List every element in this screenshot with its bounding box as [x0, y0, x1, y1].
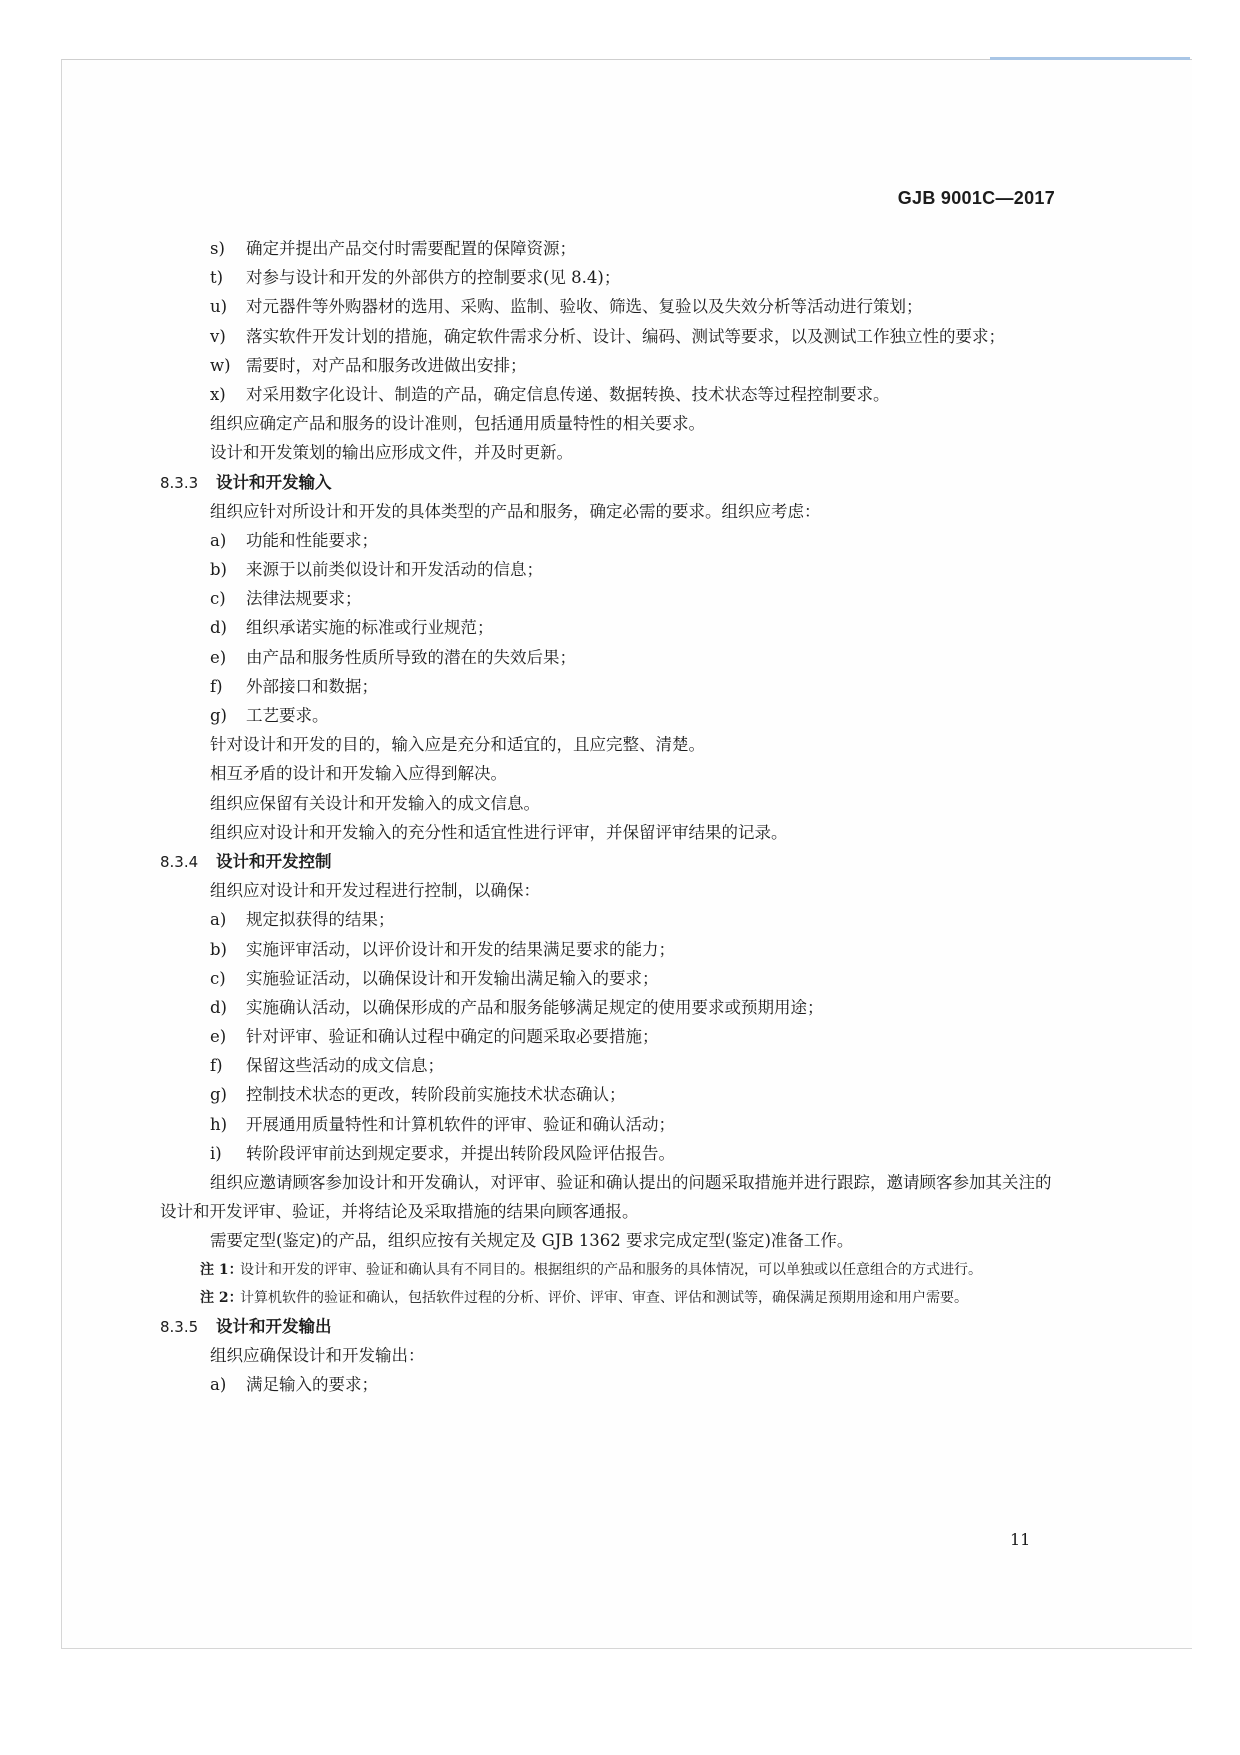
list-item-label: d) — [210, 997, 227, 1017]
list-item-text: 实施评审活动，以评价设计和开发的结果满足要求的能力； — [246, 939, 675, 959]
paragraph: 组织应确保设计和开发输出： — [210, 1345, 425, 1365]
list-item — [160, 1022, 1060, 1051]
list-item-text: 规定拟获得的结果； — [246, 910, 395, 930]
paragraph: 设计和开发策划的输出应形成文件，并及时更新。 — [210, 443, 573, 463]
list-item-label: e) — [210, 1027, 227, 1047]
paragraph: 相互矛盾的设计和开发输入应得到解决。 — [210, 764, 507, 784]
list-item — [160, 905, 1060, 934]
list-item-label: h) — [210, 1114, 228, 1134]
list-item-label: d) — [210, 618, 227, 638]
list-item-label: u) — [210, 297, 228, 317]
list-item — [160, 1080, 1060, 1109]
list-item-text: 外部接口和数据； — [246, 676, 378, 696]
paragraph: 组织应对设计和开发过程进行控制，以确保： — [210, 881, 540, 901]
list-item — [160, 643, 1060, 672]
list-item — [160, 964, 1060, 993]
list-item — [160, 613, 1060, 642]
list-item-text: 由产品和服务性质所导致的潜在的失效后果； — [246, 647, 576, 667]
section-title: 设计和开发输入 — [216, 472, 332, 492]
section-number: 8.3.5 — [160, 1317, 199, 1336]
list-item-label: a) — [210, 1374, 227, 1394]
list-item — [160, 234, 1060, 263]
note-label: 注 1： — [200, 1261, 243, 1278]
list-item-label: f) — [210, 1056, 223, 1076]
list-item-text: 工艺要求。 — [246, 706, 329, 726]
standard-code-header: GJB 9001C—2017 — [897, 188, 1055, 208]
section-heading-8-3-4 — [160, 847, 1060, 876]
list-item — [160, 1370, 1060, 1399]
list-item-label: b) — [210, 939, 227, 959]
list-item-label: x) — [210, 384, 226, 404]
list-item-text: 开展通用质量特性和计算机软件的评审、验证和确认活动； — [246, 1114, 675, 1134]
list-item — [160, 263, 1060, 292]
list-item — [160, 1139, 1060, 1168]
list-item — [160, 1110, 1060, 1139]
paragraph: 组织应保留有关设计和开发输入的成文信息。 — [210, 793, 540, 813]
note-text: 计算机软件的验证和确认，包括软件过程的分析、评价、评审、审查、评估和测试等，确保满足预期用途和用户需要。 — [240, 1289, 968, 1306]
list-item-label: i) — [210, 1143, 222, 1163]
list-item-text: 对元器件等外购器材的选用、采购、监制、验收、筛选、复验以及失效分析等活动进行策划； — [246, 297, 923, 317]
list-item-text: 功能和性能要求； — [246, 530, 378, 550]
paragraph: 需要定型(鉴定)的产品，组织应按有关规定及 GJB 1362 要求完成定型(鉴定)准备工作。 — [210, 1231, 854, 1251]
list-item-label: w) — [210, 355, 231, 375]
list-item — [160, 555, 1060, 584]
note — [160, 1256, 1060, 1284]
section-number: 8.3.4 — [160, 852, 199, 871]
list-item-text: 满足输入的要求； — [246, 1374, 378, 1394]
section-title: 设计和开发输出 — [216, 1316, 332, 1336]
list-item-text: 确定并提出产品交付时需要配置的保障资源； — [246, 239, 576, 258]
list-item-text: 实施验证活动，以确保设计和开发输出满足输入的要求； — [246, 968, 659, 988]
paragraph: 组织应对设计和开发输入的充分性和适宜性进行评审，并保留评审结果的记录。 — [210, 822, 788, 842]
list-item-text: 组织承诺实施的标准或行业规范； — [246, 618, 494, 638]
page-number: 11 — [1010, 1530, 1031, 1549]
section-title: 设计和开发控制 — [216, 851, 332, 871]
scan-edge-mark — [990, 57, 1190, 60]
paragraph: 组织应确定产品和服务的设计准则，包括通用质量特性的相关要求。 — [210, 414, 705, 434]
list-item — [160, 701, 1060, 730]
list-item-label: b) — [210, 560, 227, 580]
list-item — [160, 935, 1060, 964]
list-item — [160, 380, 1060, 409]
section-heading-8-3-5 — [160, 1312, 1060, 1341]
list-item-label: v) — [210, 326, 226, 346]
list-item-text: 针对评审、验证和确认过程中确定的问题采取必要措施； — [246, 1027, 659, 1047]
list-item-label: g) — [210, 1085, 227, 1105]
list-item — [160, 526, 1060, 555]
list-item — [160, 993, 1060, 1022]
list-item — [160, 1051, 1060, 1080]
paragraph: 组织应针对所设计和开发的具体类型的产品和服务，确定必需的要求。组织应考虑： — [210, 501, 821, 521]
list-item-text: 转阶段评审前达到规定要求，并提出转阶段风险评估报告。 — [246, 1143, 675, 1163]
list-item-text: 来源于以前类似设计和开发活动的信息； — [246, 560, 543, 580]
list-item-label: t) — [210, 268, 224, 288]
list-item-label: a) — [210, 530, 227, 550]
list-item-text: 法律法规要求； — [246, 589, 362, 609]
list-item-text: 落实软件开发计划的措施，确定软件需求分析、设计、编码、测试等要求，以及测试工作独立性的要求； — [246, 326, 1005, 346]
list-item-text: 需要时，对产品和服务改进做出安排； — [246, 355, 527, 375]
list-item — [160, 322, 1060, 351]
paragraph: 针对设计和开发的目的，输入应是充分和适宜的，且应完整、清楚。 — [210, 735, 705, 755]
list-item-text: 对采用数字化设计、制造的产品，确定信息传递、数据转换、技术状态等过程控制要求。 — [246, 384, 890, 404]
list-item-label: s) — [210, 239, 225, 258]
list-item-label: f) — [210, 676, 223, 696]
note-text: 设计和开发的评审、验证和确认具有不同目的。根据组织的产品和服务的具体情况，可以单独或以任意组合的方式进行。 — [240, 1261, 982, 1278]
list-item — [160, 292, 1060, 321]
list-item-label: e) — [210, 647, 227, 667]
list-item-label: g) — [210, 706, 227, 726]
note — [160, 1284, 1060, 1312]
list-item — [160, 351, 1060, 380]
list-item-label: a) — [210, 910, 227, 930]
document-body — [160, 234, 1060, 1399]
section-number: 8.3.3 — [160, 473, 199, 492]
list-item-label: c) — [210, 589, 226, 609]
note-label: 注 2： — [200, 1289, 243, 1306]
list-item-text: 控制技术状态的更改，转阶段前实施技术状态确认； — [246, 1085, 626, 1105]
list-item — [160, 584, 1060, 613]
section-heading-8-3-3 — [160, 468, 1060, 497]
list-item — [160, 672, 1060, 701]
paragraph: 组织应邀请顾客参加设计和开发确认，对评审、验证和确认提出的问题采取措施并进行跟踪，邀请顾客参加其关注的设计和开发评审、验证，并将结论及采取措施的结果向顾客通报。 — [160, 1173, 1052, 1222]
list-item-label: c) — [210, 968, 226, 988]
list-item-text: 对参与设计和开发的外部供方的控制要求(见 8.4)； — [246, 268, 621, 288]
list-item-text: 实施确认活动，以确保形成的产品和服务能够满足规定的使用要求或预期用途； — [246, 997, 824, 1017]
list-item-text: 保留这些活动的成文信息； — [246, 1056, 444, 1076]
